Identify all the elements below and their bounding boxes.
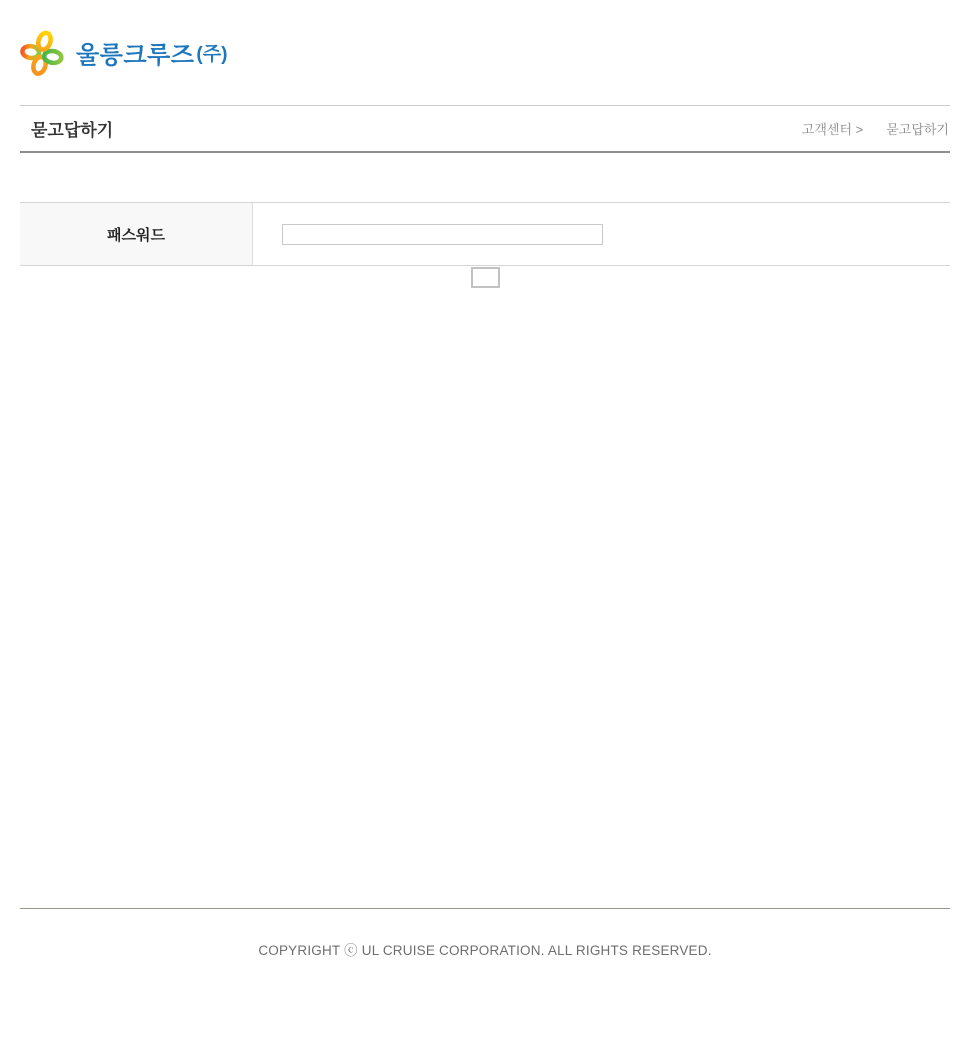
password-label: 패스워드 [20, 203, 253, 265]
company-logo[interactable] [20, 29, 227, 76]
breadcrumb-current: 묻고답하기 [886, 122, 949, 137]
company-name: 울릉크루즈 [76, 42, 195, 69]
pinwheel-logo-icon [20, 29, 64, 76]
copyright-text: COPYRIGHT ⓒ UL CRUISE CORPORATION. ALL RIGHTS RESERVED. [258, 943, 712, 958]
company-suffix: (주) [196, 44, 228, 65]
submit-row [20, 266, 950, 290]
page-title: 묻고답하기 [31, 121, 114, 140]
password-table [20, 202, 950, 266]
site-header [0, 0, 970, 105]
password-form [20, 202, 950, 290]
page-title-bar [20, 105, 950, 153]
password-cell [253, 203, 950, 265]
breadcrumb-parent[interactable]: 고객센터 > [801, 122, 864, 137]
breadcrumb [802, 119, 950, 138]
password-input[interactable] [282, 224, 603, 245]
site-footer [20, 908, 950, 959]
submit-button[interactable] [471, 267, 500, 288]
